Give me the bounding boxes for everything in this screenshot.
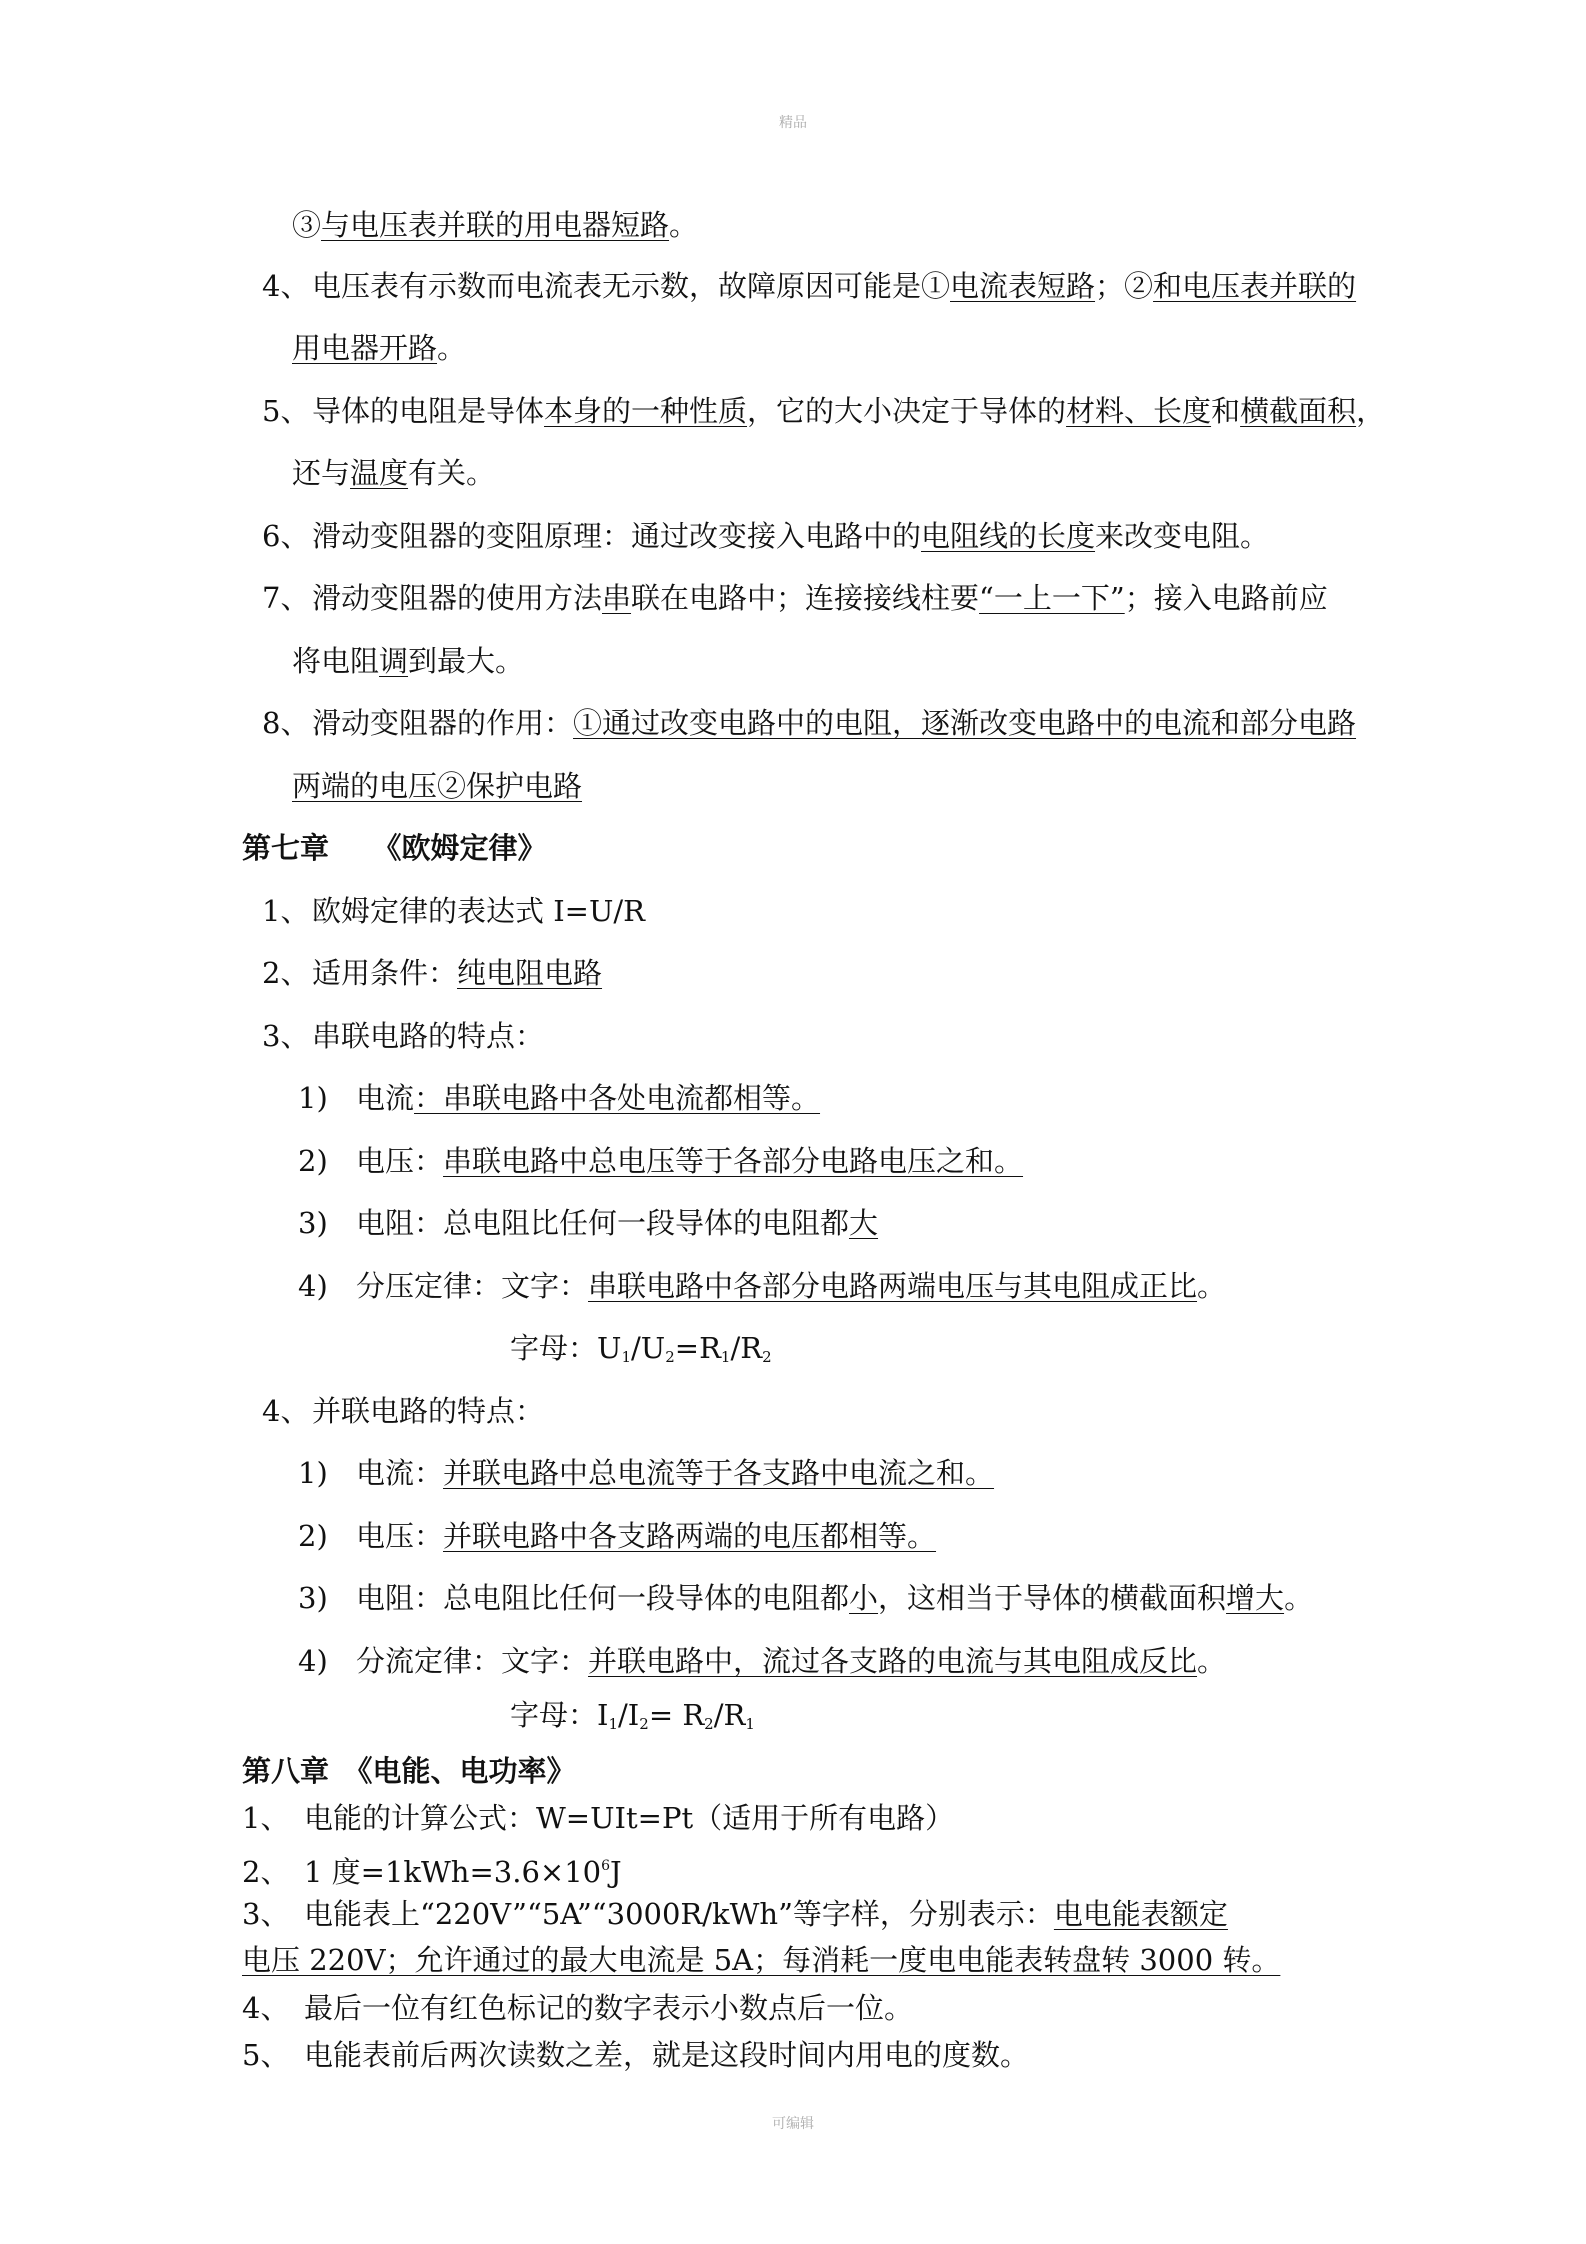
footer-watermark: 可编辑 <box>772 2116 814 2132</box>
parallel-voltage: 2) 电压：并联电路中各支路两端的电压都相等。 <box>298 1519 937 1553</box>
ch7-item1: 1、欧姆定律的表达式 I=U/R <box>262 894 646 928</box>
header-watermark: 精品 <box>779 115 807 131</box>
ch7-item2: 2、适用条件：纯电阻电路 <box>262 956 603 990</box>
item7-line2: 将电阻调到最大。 <box>292 644 525 678</box>
chapter7-title: 第七章 《欧姆定律》 <box>242 831 547 865</box>
item5-line2: 还与温度有关。 <box>292 456 496 490</box>
ch7-item4: 4、并联电路的特点： <box>262 1394 545 1428</box>
item7: 7、滑动变阻器的使用方法串联在电路中；连接接线柱要“一上一下”；接入电路前应 <box>262 581 1328 615</box>
chapter8-title: 第八章 《电能、电功率》 <box>242 1754 576 1788</box>
ch8-item1: 1、 电能的计算公式：W=UIt=Pt（适用于所有电路） <box>242 1801 955 1835</box>
parallel-formula: 字母：$I_1/I_2= R_2/R_1$ <box>510 1698 755 1733</box>
series-voltage-divider: 4) 分压定律：文字：串联电路中各部分电路两端电压与其电阻成正比。 <box>298 1269 1227 1303</box>
series-current: 1) 电流：串联电路中各处电流都相等。 <box>298 1081 821 1115</box>
item5: 5、导体的电阻是导体本身的一种性质，它的大小决定于导体的材料、长度和横截面积， <box>262 394 1386 428</box>
item6: 6、滑动变阻器的变阻原理：通过改变接入电路中的电阻线的长度来改变电阻。 <box>262 519 1270 553</box>
item4: 4、电压表有示数而电流表无示数，故障原因可能是①电流表短路；②和电压表并联的 <box>262 269 1357 303</box>
series-voltage: 2) 电压：串联电路中总电压等于各部分电路电压之和。 <box>298 1144 1024 1178</box>
series-resistance: 3) 电阻：总电阻比任何一段导体的电阻都大 <box>298 1206 879 1240</box>
parallel-resistance: 3) 电阻：总电阻比任何一段导体的电阻都小，这相当于导体的横截面积增大。 <box>298 1581 1314 1615</box>
ch8-item3: 3、 电能表上“220V”“5A”“3000R/kWh”等字样，分别表示：电电能表额定 <box>242 1897 1228 1931</box>
ch8-item4: 4、 最后一位有红色标记的数字表示小数点后一位。 <box>242 1991 914 2025</box>
parallel-current: 1) 电流：并联电路中总电流等于各支路中电流之和。 <box>298 1456 995 1490</box>
item8: 8、滑动变阻器的作用：①通过改变电路中的电阻，逐渐改变电路中的电流和部分电路 <box>262 706 1357 740</box>
item4-line2: 用电器开路。 <box>292 331 467 365</box>
series-formula: 字母：$U_1/U_2=R_1/R_2$ <box>510 1331 772 1366</box>
ch8-item5: 5、 电能表前后两次读数之差，就是这段时间内用电的度数。 <box>242 2038 1030 2072</box>
ch7-item3: 3、串联电路的特点： <box>262 1019 545 1053</box>
item8-line2: 两端的电压②保护电路 <box>292 769 583 803</box>
ch8-item3-line2: 电压 220V；允许通过的最大电流是 5A；每消耗一度电电能表转盘转 3000 转。 <box>242 1943 1281 1977</box>
item3-continuation: ③与电压表并联的用电器短路。 <box>292 208 699 242</box>
ch8-item2: 2、 1 度$=1kWh=3.6\times 10^6J$ <box>242 1855 622 1889</box>
parallel-current-divider: 4) 分流定律：文字：并联电路中，流过各支路的电流与其电阻成反比。 <box>298 1644 1227 1678</box>
